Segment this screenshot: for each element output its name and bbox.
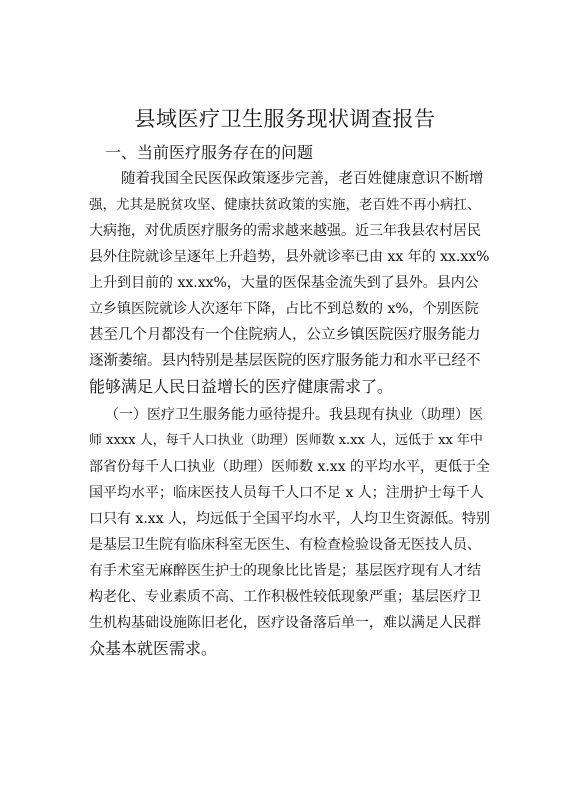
paragraph-line: 构老化、专业素质不高、工作积极性较低现象严重；基层医疗卫	[89, 589, 481, 605]
paragraph-line: 立乡镇医院就诊人次逐年下降，占比不到总数的 x%，个别医院	[89, 301, 479, 317]
document-title: 县域医疗卫生服务现状调查报告	[134, 107, 436, 131]
paragraph-line: 是基层卫生院有临床科室无医生、有检查检验设备无医技人员、	[89, 537, 481, 553]
paragraph-line: 县外住院就诊呈逐年上升趋势，县外就诊率已由 xx 年的 xx.xx%	[89, 249, 490, 265]
paragraph-line: 逐渐萎缩。县内特别是基层医院的医疗服务能力和水平已经不	[89, 353, 481, 369]
paragraph-line: 大病拖，对优质医疗服务的需求越来越强。近三年我县农村居民	[89, 223, 481, 239]
paragraph-line: 众基本就医需求。	[89, 639, 218, 658]
paragraph-line: 生机构基础设施陈旧老化，医疗设备落后单一，难以满足人民群	[89, 615, 481, 631]
paragraph-line: 随着我国全民医保政策逐步完善，老百姓健康意识不断增	[121, 171, 484, 187]
paragraph-line: 上升到目前的 xx.xx%，大量的医保基金流失到了县外。县内公	[89, 275, 479, 291]
paragraph-line: （一）医疗卫生服务能力亟待提升。我县现有执业（助理）医	[105, 407, 483, 423]
paragraph-line: 国平均水平；临床医技人员每千人口不足 x 人；注册护士每千人	[89, 485, 484, 501]
paragraph-line: 部省份每千人口执业（助理）医师数 x.xx 的平均水平，更低于全	[89, 459, 491, 475]
section-heading: 一、当前医疗服务存在的问题	[105, 143, 314, 162]
paragraph-line: 师 xxxx 人，每千人口执业（助理）医师数 x.xx 人，远低于 xx 年中	[89, 433, 483, 448]
paragraph-line: 甚至几个月都没有一个住院病人，公立乡镇医院医疗服务能力	[89, 327, 481, 343]
paragraph-line: 能够满足人民日益增长的医疗健康需求了。	[89, 377, 394, 396]
paragraph-line: 强，尤其是脱贫攻坚、健康扶贫政策的实施，老百姓不再小病扛、	[89, 197, 481, 213]
paragraph-line: 口只有 x.xx 人，均远低于全国平均水平，人均卫生资源低。特别	[89, 511, 491, 527]
paragraph-line: 有手术室无麻醉医生护士的现象比比皆是；基层医疗现有人才结	[89, 563, 481, 579]
